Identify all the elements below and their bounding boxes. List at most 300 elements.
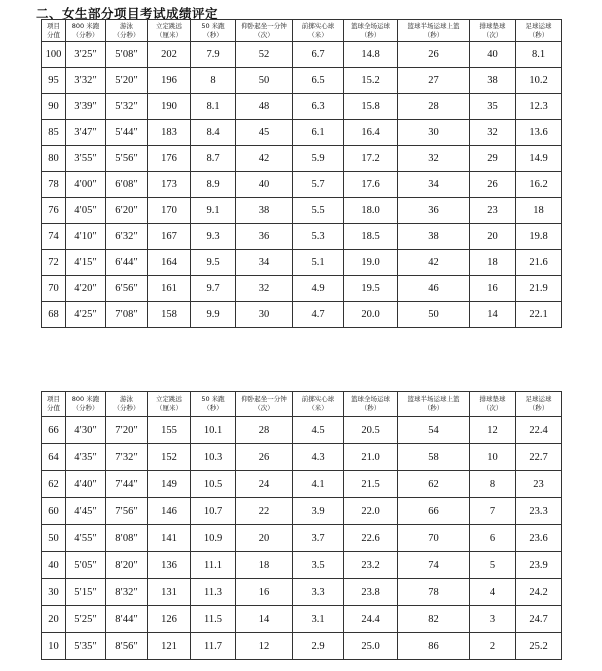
table-row: [42, 633, 562, 660]
value-cell: 5.7: [293, 172, 344, 198]
value-cell: 3.1: [293, 606, 344, 633]
value-cell: 4.7: [293, 302, 344, 328]
column-header-line: （米）: [308, 404, 328, 412]
value-cell: 4.9: [293, 276, 344, 302]
column-header-line: （秒）: [360, 30, 381, 39]
column-header-line: 项目: [47, 395, 60, 403]
column-header: [516, 20, 562, 42]
value-cell: 29: [470, 146, 516, 172]
score-cell: 90: [42, 94, 66, 120]
column-header-line: （秒）: [528, 30, 549, 39]
value-cell: 30: [236, 302, 293, 328]
column-header: [236, 20, 293, 42]
score-cell: 95: [42, 68, 66, 94]
value-cell: 161: [148, 276, 191, 302]
value-cell: 5′15″: [66, 579, 106, 606]
value-cell: 6′56″: [106, 276, 148, 302]
value-cell: 9.9: [191, 302, 236, 328]
value-cell: 20.0: [344, 302, 398, 328]
column-header-line: 50 米跑: [201, 21, 225, 30]
value-cell: 4′40″: [66, 471, 106, 498]
value-cell: 50: [398, 302, 470, 328]
column-header-line: 足球运球: [525, 395, 552, 403]
value-cell: 86: [398, 633, 470, 660]
value-cell: 40: [470, 42, 516, 68]
table-row: [42, 42, 562, 68]
table-body: [42, 417, 562, 660]
value-cell: 158: [148, 302, 191, 328]
value-cell: 126: [148, 606, 191, 633]
value-cell: 23: [516, 471, 562, 498]
value-cell: 19.8: [516, 224, 562, 250]
value-cell: 5.9: [293, 146, 344, 172]
value-cell: 196: [148, 68, 191, 94]
value-cell: 6.7: [293, 42, 344, 68]
value-cell: 58: [398, 444, 470, 471]
column-header-line: 游泳: [120, 395, 133, 403]
value-cell: 170: [148, 198, 191, 224]
value-cell: 34: [236, 250, 293, 276]
value-cell: 7′20″: [106, 417, 148, 444]
value-cell: 3.3: [293, 579, 344, 606]
value-cell: 38: [236, 198, 293, 224]
value-cell: 14: [470, 302, 516, 328]
value-cell: 16: [470, 276, 516, 302]
score-cell: 76: [42, 198, 66, 224]
column-header: [66, 392, 106, 417]
column-header-line: 篮球半场运球上篮: [407, 21, 460, 30]
value-cell: 26: [470, 172, 516, 198]
value-cell: 23.3: [516, 498, 562, 525]
score-cell: 20: [42, 606, 66, 633]
value-cell: 190: [148, 94, 191, 120]
score-cell: 85: [42, 120, 66, 146]
column-header: [344, 392, 398, 417]
value-cell: 5′35″: [66, 633, 106, 660]
value-cell: 4.3: [293, 444, 344, 471]
value-cell: 7: [470, 498, 516, 525]
value-cell: 6′32″: [106, 224, 148, 250]
column-header-line: （分秒）: [113, 404, 140, 412]
value-cell: 32: [470, 120, 516, 146]
column-header: [470, 392, 516, 417]
value-cell: 4.1: [293, 471, 344, 498]
value-cell: 5′56″: [106, 146, 148, 172]
value-cell: 7.9: [191, 42, 236, 68]
value-cell: 183: [148, 120, 191, 146]
column-header-line: （次）: [482, 30, 503, 39]
value-cell: 136: [148, 552, 191, 579]
value-cell: 16.4: [344, 120, 398, 146]
value-cell: 52: [236, 42, 293, 68]
value-cell: 23.2: [344, 552, 398, 579]
column-header: [106, 20, 148, 42]
value-cell: 6′08″: [106, 172, 148, 198]
value-cell: 6′44″: [106, 250, 148, 276]
column-header-line: （分秒）: [113, 30, 140, 39]
value-cell: 19.0: [344, 250, 398, 276]
value-cell: 3.7: [293, 525, 344, 552]
score-table-lower: [41, 391, 562, 660]
column-header: [106, 392, 148, 417]
column-header-line: 游泳: [120, 21, 133, 30]
value-cell: 23: [470, 198, 516, 224]
column-header-line: （厘米）: [156, 30, 182, 39]
value-cell: 66: [398, 498, 470, 525]
value-cell: 8′08″: [106, 525, 148, 552]
table-row: [42, 606, 562, 633]
table-row: [42, 444, 562, 471]
value-cell: 24: [236, 471, 293, 498]
value-cell: 30: [398, 120, 470, 146]
value-cell: 18: [236, 552, 293, 579]
value-cell: 78: [398, 579, 470, 606]
value-cell: 8.7: [191, 146, 236, 172]
value-cell: 146: [148, 498, 191, 525]
column-header: [398, 20, 470, 42]
table-row: [42, 302, 562, 328]
column-header-line: （秒）: [203, 30, 223, 39]
score-cell: 10: [42, 633, 66, 660]
column-header: [236, 392, 293, 417]
value-cell: 10: [470, 444, 516, 471]
table-body: [42, 42, 562, 328]
value-cell: 50: [236, 68, 293, 94]
value-cell: 22.0: [344, 498, 398, 525]
column-header-line: （秒）: [423, 30, 444, 39]
value-cell: 22.6: [344, 525, 398, 552]
value-cell: 3′55″: [66, 146, 106, 172]
column-header: [344, 20, 398, 42]
table-row: [42, 68, 562, 94]
value-cell: 4′35″: [66, 444, 106, 471]
value-cell: 4′00″: [66, 172, 106, 198]
value-cell: 10.1: [191, 417, 236, 444]
value-cell: 14.8: [344, 42, 398, 68]
value-cell: 34: [398, 172, 470, 198]
value-cell: 202: [148, 42, 191, 68]
value-cell: 16.2: [516, 172, 562, 198]
value-cell: 22.4: [516, 417, 562, 444]
value-cell: 18.5: [344, 224, 398, 250]
value-cell: 38: [398, 224, 470, 250]
value-cell: 155: [148, 417, 191, 444]
value-cell: 36: [398, 198, 470, 224]
value-cell: 3′39″: [66, 94, 106, 120]
value-cell: 4′30″: [66, 417, 106, 444]
score-cell: 64: [42, 444, 66, 471]
score-cell: 72: [42, 250, 66, 276]
score-cell: 74: [42, 224, 66, 250]
value-cell: 17.6: [344, 172, 398, 198]
column-header: [516, 392, 562, 417]
value-cell: 17.2: [344, 146, 398, 172]
value-cell: 42: [398, 250, 470, 276]
value-cell: 4′45″: [66, 498, 106, 525]
value-cell: 22: [236, 498, 293, 525]
column-header-line: 篮球半场运球上篮: [407, 395, 460, 403]
value-cell: 3′32″: [66, 68, 106, 94]
value-cell: 8.1: [516, 42, 562, 68]
value-cell: 164: [148, 250, 191, 276]
column-header-line: 50 米跑: [201, 395, 225, 403]
value-cell: 6: [470, 525, 516, 552]
value-cell: 4.5: [293, 417, 344, 444]
column-header-line: 篮球全场运球: [351, 21, 390, 30]
score-cell: 30: [42, 579, 66, 606]
value-cell: 173: [148, 172, 191, 198]
column-header-line: 排球垫球: [479, 21, 506, 30]
column-header-line: 800 米跑: [71, 395, 100, 403]
value-cell: 9.5: [191, 250, 236, 276]
score-cell: 70: [42, 276, 66, 302]
value-cell: 5′05″: [66, 552, 106, 579]
value-cell: 74: [398, 552, 470, 579]
column-header: [191, 392, 236, 417]
value-cell: 5.1: [293, 250, 344, 276]
value-cell: 27: [398, 68, 470, 94]
header-row: [42, 392, 562, 417]
value-cell: 23.6: [516, 525, 562, 552]
value-cell: 12: [470, 417, 516, 444]
score-cell: 100: [42, 42, 66, 68]
value-cell: 5′44″: [106, 120, 148, 146]
value-cell: 121: [148, 633, 191, 660]
column-header: [148, 20, 191, 42]
column-header-line: 分值: [47, 30, 60, 39]
value-cell: 25.2: [516, 633, 562, 660]
page-title: 二、女生部分项目考试成绩评定: [36, 6, 219, 21]
column-header-line: （秒）: [528, 404, 549, 412]
column-header: [148, 392, 191, 417]
value-cell: 14.9: [516, 146, 562, 172]
value-cell: 8: [191, 68, 236, 94]
column-header: [398, 392, 470, 417]
value-cell: 4′55″: [66, 525, 106, 552]
column-header-line: 前掷实心球: [301, 395, 335, 403]
column-header-line: 分值: [47, 404, 60, 412]
value-cell: 19.5: [344, 276, 398, 302]
column-header-line: 篮球全场运球: [351, 395, 390, 403]
value-cell: 8′32″: [106, 579, 148, 606]
column-header-line: 立定跳远: [156, 21, 182, 30]
value-cell: 8.1: [191, 94, 236, 120]
column-header: [66, 20, 106, 42]
value-cell: 4′05″: [66, 198, 106, 224]
score-cell: 68: [42, 302, 66, 328]
score-cell: 78: [42, 172, 66, 198]
value-cell: 70: [398, 525, 470, 552]
table-row: [42, 172, 562, 198]
value-cell: 15.8: [344, 94, 398, 120]
value-cell: 4′15″: [66, 250, 106, 276]
score-cell: 62: [42, 471, 66, 498]
value-cell: 13.6: [516, 120, 562, 146]
table-row: [42, 579, 562, 606]
value-cell: 5′25″: [66, 606, 106, 633]
column-header-line: （分秒）: [72, 30, 99, 39]
value-cell: 20: [236, 525, 293, 552]
value-cell: 24.4: [344, 606, 398, 633]
table-row: [42, 552, 562, 579]
value-cell: 7′32″: [106, 444, 148, 471]
value-cell: 8′56″: [106, 633, 148, 660]
value-cell: 4′25″: [66, 302, 106, 328]
value-cell: 22.7: [516, 444, 562, 471]
value-cell: 4′10″: [66, 224, 106, 250]
value-cell: 11.1: [191, 552, 236, 579]
value-cell: 16: [236, 579, 293, 606]
table-row: [42, 417, 562, 444]
value-cell: 24.7: [516, 606, 562, 633]
value-cell: 7′08″: [106, 302, 148, 328]
value-cell: 54: [398, 417, 470, 444]
value-cell: 20.5: [344, 417, 398, 444]
table-row: [42, 94, 562, 120]
column-header-line: （分秒）: [72, 404, 99, 412]
value-cell: 7′44″: [106, 471, 148, 498]
value-cell: 5.3: [293, 224, 344, 250]
column-header-line: （秒）: [203, 404, 223, 412]
value-cell: 4: [470, 579, 516, 606]
value-cell: 38: [470, 68, 516, 94]
value-cell: 21.5: [344, 471, 398, 498]
column-header-line: （次）: [254, 30, 274, 39]
column-header: [42, 20, 66, 42]
value-cell: 2.9: [293, 633, 344, 660]
value-cell: 6′20″: [106, 198, 148, 224]
value-cell: 42: [236, 146, 293, 172]
value-cell: 8: [470, 471, 516, 498]
value-cell: 9.3: [191, 224, 236, 250]
value-cell: 21.6: [516, 250, 562, 276]
value-cell: 3′25″: [66, 42, 106, 68]
value-cell: 8′44″: [106, 606, 148, 633]
value-cell: 28: [398, 94, 470, 120]
value-cell: 36: [236, 224, 293, 250]
column-header-line: 足球运球: [525, 21, 552, 30]
table-row: [42, 120, 562, 146]
value-cell: 28: [236, 417, 293, 444]
table-row: [42, 471, 562, 498]
value-cell: 32: [398, 146, 470, 172]
score-cell: 50: [42, 525, 66, 552]
value-cell: 62: [398, 471, 470, 498]
score-table-upper: [41, 19, 562, 328]
value-cell: 5: [470, 552, 516, 579]
column-header: [42, 392, 66, 417]
value-cell: 40: [236, 172, 293, 198]
value-cell: 24.2: [516, 579, 562, 606]
value-cell: 5.5: [293, 198, 344, 224]
value-cell: 14: [236, 606, 293, 633]
value-cell: 20: [470, 224, 516, 250]
value-cell: 23.9: [516, 552, 562, 579]
value-cell: 18: [516, 198, 562, 224]
value-cell: 141: [148, 525, 191, 552]
value-cell: 9.7: [191, 276, 236, 302]
value-cell: 3′47″: [66, 120, 106, 146]
score-cell: 40: [42, 552, 66, 579]
value-cell: 48: [236, 94, 293, 120]
value-cell: 6.3: [293, 94, 344, 120]
value-cell: 82: [398, 606, 470, 633]
value-cell: 22.1: [516, 302, 562, 328]
value-cell: 45: [236, 120, 293, 146]
table-row: [42, 146, 562, 172]
value-cell: 15.2: [344, 68, 398, 94]
score-cell: 60: [42, 498, 66, 525]
header-row: [42, 20, 562, 42]
value-cell: 23.8: [344, 579, 398, 606]
value-cell: 5′32″: [106, 94, 148, 120]
value-cell: 167: [148, 224, 191, 250]
value-cell: 11.5: [191, 606, 236, 633]
value-cell: 131: [148, 579, 191, 606]
value-cell: 10.7: [191, 498, 236, 525]
value-cell: 5′08″: [106, 42, 148, 68]
table-row: [42, 498, 562, 525]
column-header: [470, 20, 516, 42]
column-header-line: （次）: [482, 404, 503, 412]
value-cell: 10.2: [516, 68, 562, 94]
value-cell: 4′20″: [66, 276, 106, 302]
column-header-line: 项目: [47, 21, 60, 30]
column-header-line: （米）: [308, 30, 328, 39]
value-cell: 18: [470, 250, 516, 276]
table-row: [42, 525, 562, 552]
value-cell: 12: [236, 633, 293, 660]
value-cell: 10.5: [191, 471, 236, 498]
value-cell: 10.9: [191, 525, 236, 552]
value-cell: 7′56″: [106, 498, 148, 525]
value-cell: 6.1: [293, 120, 344, 146]
table-row: [42, 198, 562, 224]
value-cell: 152: [148, 444, 191, 471]
value-cell: 176: [148, 146, 191, 172]
column-header-line: 仰卧起坐一分钟: [241, 21, 287, 30]
value-cell: 21.0: [344, 444, 398, 471]
column-header-line: 立定跳远: [156, 395, 182, 403]
column-header-line: （次）: [254, 404, 274, 412]
column-header-line: （秒）: [423, 404, 444, 412]
value-cell: 2: [470, 633, 516, 660]
column-header-line: （厘米）: [156, 404, 182, 412]
value-cell: 9.1: [191, 198, 236, 224]
value-cell: 12.3: [516, 94, 562, 120]
value-cell: 11.7: [191, 633, 236, 660]
value-cell: 5′20″: [106, 68, 148, 94]
value-cell: 32: [236, 276, 293, 302]
value-cell: 6.5: [293, 68, 344, 94]
value-cell: 3.5: [293, 552, 344, 579]
value-cell: 26: [398, 42, 470, 68]
value-cell: 46: [398, 276, 470, 302]
value-cell: 8.9: [191, 172, 236, 198]
column-header-line: 仰卧起坐一分钟: [241, 395, 287, 403]
value-cell: 8.4: [191, 120, 236, 146]
value-cell: 149: [148, 471, 191, 498]
value-cell: 26: [236, 444, 293, 471]
value-cell: 18.0: [344, 198, 398, 224]
column-header-line: 前掷实心球: [301, 21, 335, 30]
column-header-line: （秒）: [360, 404, 381, 412]
table-row: [42, 250, 562, 276]
column-header: [191, 20, 236, 42]
value-cell: 3.9: [293, 498, 344, 525]
value-cell: 3: [470, 606, 516, 633]
column-header-line: 排球垫球: [479, 395, 506, 403]
